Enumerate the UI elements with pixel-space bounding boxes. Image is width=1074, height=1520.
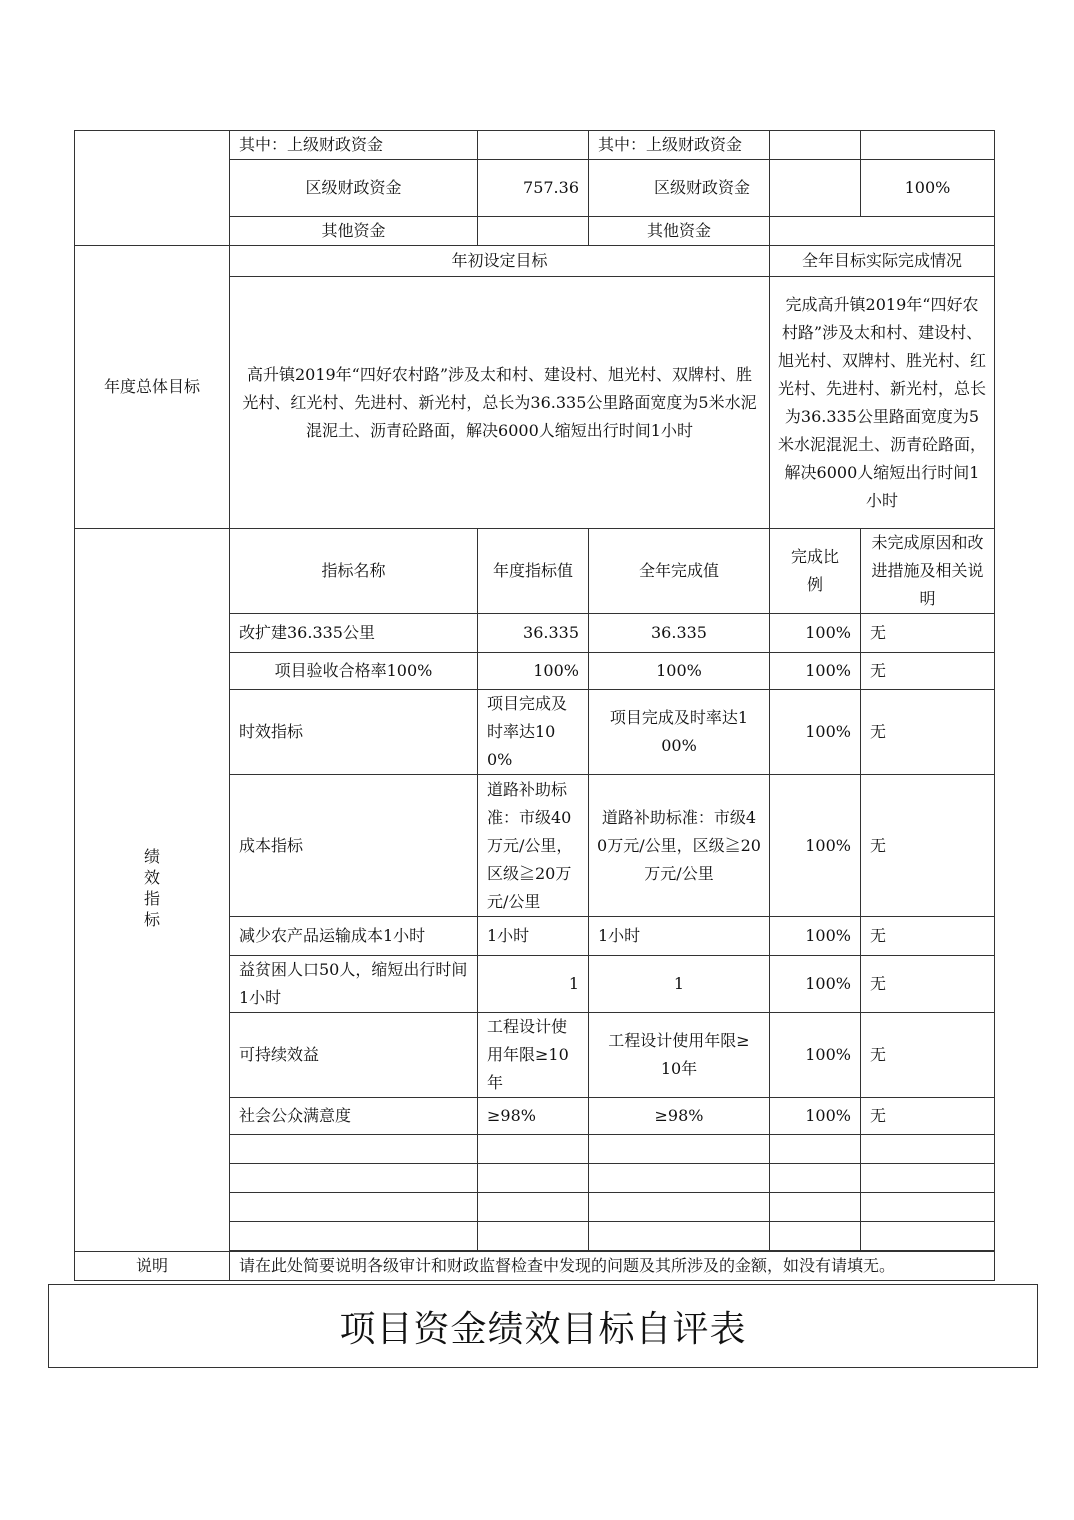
empty-cell <box>478 1222 589 1251</box>
indicator-target-header: 年度指标值 <box>478 529 589 614</box>
indicator-row-2-reason: 无 <box>861 653 995 690</box>
indicator-row-8-name: 社会公众满意度 <box>230 1098 478 1135</box>
indicators-label: 绩效指标 <box>143 847 160 929</box>
other-funds-value <box>478 217 589 246</box>
indicator-row-2-ratio: 100% <box>770 653 861 690</box>
indicator-row-3-target: 项目完成及时率达100% <box>478 690 589 775</box>
other-funds-label: 其他资金 <box>230 217 478 246</box>
indicator-row-1-name: 改扩建36.335公里 <box>230 614 478 653</box>
empty-cell <box>861 1135 995 1164</box>
indicator-row-1-actual: 36.335 <box>589 614 770 653</box>
upper-funds-label: 其中：上级财政资金 <box>230 131 478 160</box>
other-funds-label-actual: 其他资金 <box>589 217 770 246</box>
page-title: 项目资金绩效目标自评表 <box>339 1308 747 1350</box>
indicator-row-3-name: 时效指标 <box>230 690 478 775</box>
indicator-row-3-ratio: 100% <box>770 690 861 775</box>
empty-cell <box>861 1164 995 1193</box>
empty-cell <box>861 1222 995 1251</box>
indicator-row-6-name: 益贫困人口50人，缩短出行时间1小时 <box>230 956 478 1013</box>
actual-goal-header: 全年目标实际完成情况 <box>770 246 995 277</box>
indicator-row-1-ratio: 100% <box>770 614 861 653</box>
district-funds-value-actual <box>770 160 861 217</box>
indicator-reason-header: 未完成原因和改进措施及相关说明 <box>861 529 995 614</box>
indicator-name-header: 指标名称 <box>230 529 478 614</box>
indicator-row-3-actual: 项目完成及时率达100% <box>589 690 770 775</box>
indicator-row-7-actual: 工程设计使用年限≥10年 <box>589 1013 770 1098</box>
indicators-label-cell <box>75 529 230 1252</box>
upper-funds-value <box>478 131 589 160</box>
other-funds-value-actual <box>770 217 995 246</box>
upper-funds-value-actual <box>770 131 861 160</box>
indicator-row-6-target: 1 <box>478 956 589 1013</box>
district-funds-label: 区级财政资金 <box>230 160 478 217</box>
indicator-row-1-reason: 无 <box>861 614 995 653</box>
indicator-row-4-actual: 道路补助标准：市级40万元/公里，区级≧20万元/公里 <box>589 775 770 917</box>
indicator-row-8-ratio: 100% <box>770 1098 861 1135</box>
indicator-row-1-target: 36.335 <box>478 614 589 653</box>
empty-cell <box>230 1164 478 1193</box>
indicator-row-5-reason: 无 <box>861 917 995 956</box>
planned-goal-text: 高升镇2019年“四好农村路”涉及太和村、建设村、旭光村、双牌村、胜光村、红光村、先进村、新光村，总长为36.335公里路面宽度为5米水泥混泥土、沥青砼路面，解决6000人缩短出行时间1小时 <box>230 277 770 529</box>
indicator-row-2-name: 项目验收合格率100% <box>230 653 478 690</box>
empty-cell <box>478 1164 589 1193</box>
empty-cell <box>770 1193 861 1222</box>
funds-label-cell <box>75 131 230 246</box>
empty-cell <box>589 1193 770 1222</box>
empty-cell <box>230 1135 478 1164</box>
indicator-row-6-actual: 1 <box>589 956 770 1013</box>
upper-funds-rate <box>861 131 995 160</box>
upper-funds-label-actual: 其中：上级财政资金 <box>589 131 770 160</box>
actual-goal-text: 完成高升镇2019年“四好农村路”涉及太和村、建设村、旭光村、双牌村、胜光村、红光村、先进村、新光村，总长为36.335公里路面宽度为5米水泥混泥土、沥青砼路面，解决6000人缩短出行时间1小时 <box>770 277 995 529</box>
evaluation-table <box>74 130 995 1281</box>
district-funds-rate: 100% <box>861 160 995 217</box>
indicator-row-4-ratio: 100% <box>770 775 861 917</box>
indicator-row-3-reason: 无 <box>861 690 995 775</box>
note-text: 请在此处简要说明各级审计和财政监督检查中发现的问题及其所涉及的金额，如没有请填无。 <box>230 1252 995 1281</box>
empty-cell <box>861 1193 995 1222</box>
indicator-row-5-name: 减少农产品运输成本1小时 <box>230 917 478 956</box>
empty-cell <box>589 1164 770 1193</box>
indicator-actual-header: 全年完成值 <box>589 529 770 614</box>
indicator-row-8-actual: ≥98% <box>589 1098 770 1135</box>
empty-cell <box>589 1135 770 1164</box>
empty-cell <box>478 1135 589 1164</box>
indicator-row-7-reason: 无 <box>861 1013 995 1098</box>
indicator-row-7-name: 可持续效益 <box>230 1013 478 1098</box>
indicator-row-4-name: 成本指标 <box>230 775 478 917</box>
indicator-row-2-target: 100% <box>478 653 589 690</box>
empty-cell <box>770 1135 861 1164</box>
indicator-row-4-reason: 无 <box>861 775 995 917</box>
annual-goal-label: 年度总体目标 <box>75 246 230 529</box>
indicator-row-2-actual: 100% <box>589 653 770 690</box>
empty-cell <box>230 1193 478 1222</box>
indicator-row-4-target: 道路补助标准：市级40万元/公里，区级≧20万元/公里 <box>478 775 589 917</box>
indicator-row-6-reason: 无 <box>861 956 995 1013</box>
indicator-row-5-ratio: 100% <box>770 917 861 956</box>
planned-goal-header: 年初设定目标 <box>230 246 770 277</box>
indicator-row-5-actual: 1小时 <box>589 917 770 956</box>
indicator-ratio-header: 完成比例 <box>770 529 861 614</box>
empty-cell <box>589 1222 770 1251</box>
district-funds-label-actual-text: 区级财政资金 <box>654 178 751 197</box>
indicator-row-7-ratio: 100% <box>770 1013 861 1098</box>
empty-cell <box>770 1164 861 1193</box>
indicator-row-5-target: 1小时 <box>478 917 589 956</box>
empty-cell <box>770 1222 861 1251</box>
indicator-row-7-target: 工程设计使用年限≥10年 <box>478 1013 589 1098</box>
district-funds-value: 757.36 <box>478 160 589 217</box>
empty-cell <box>230 1222 478 1251</box>
indicator-row-8-target: ≥98% <box>478 1098 589 1135</box>
title-box <box>48 1284 1038 1368</box>
district-funds-label-actual <box>589 160 770 217</box>
empty-cell <box>478 1193 589 1222</box>
indicator-row-6-ratio: 100% <box>770 956 861 1013</box>
note-label: 说明 <box>75 1252 230 1281</box>
indicator-row-8-reason: 无 <box>861 1098 995 1135</box>
